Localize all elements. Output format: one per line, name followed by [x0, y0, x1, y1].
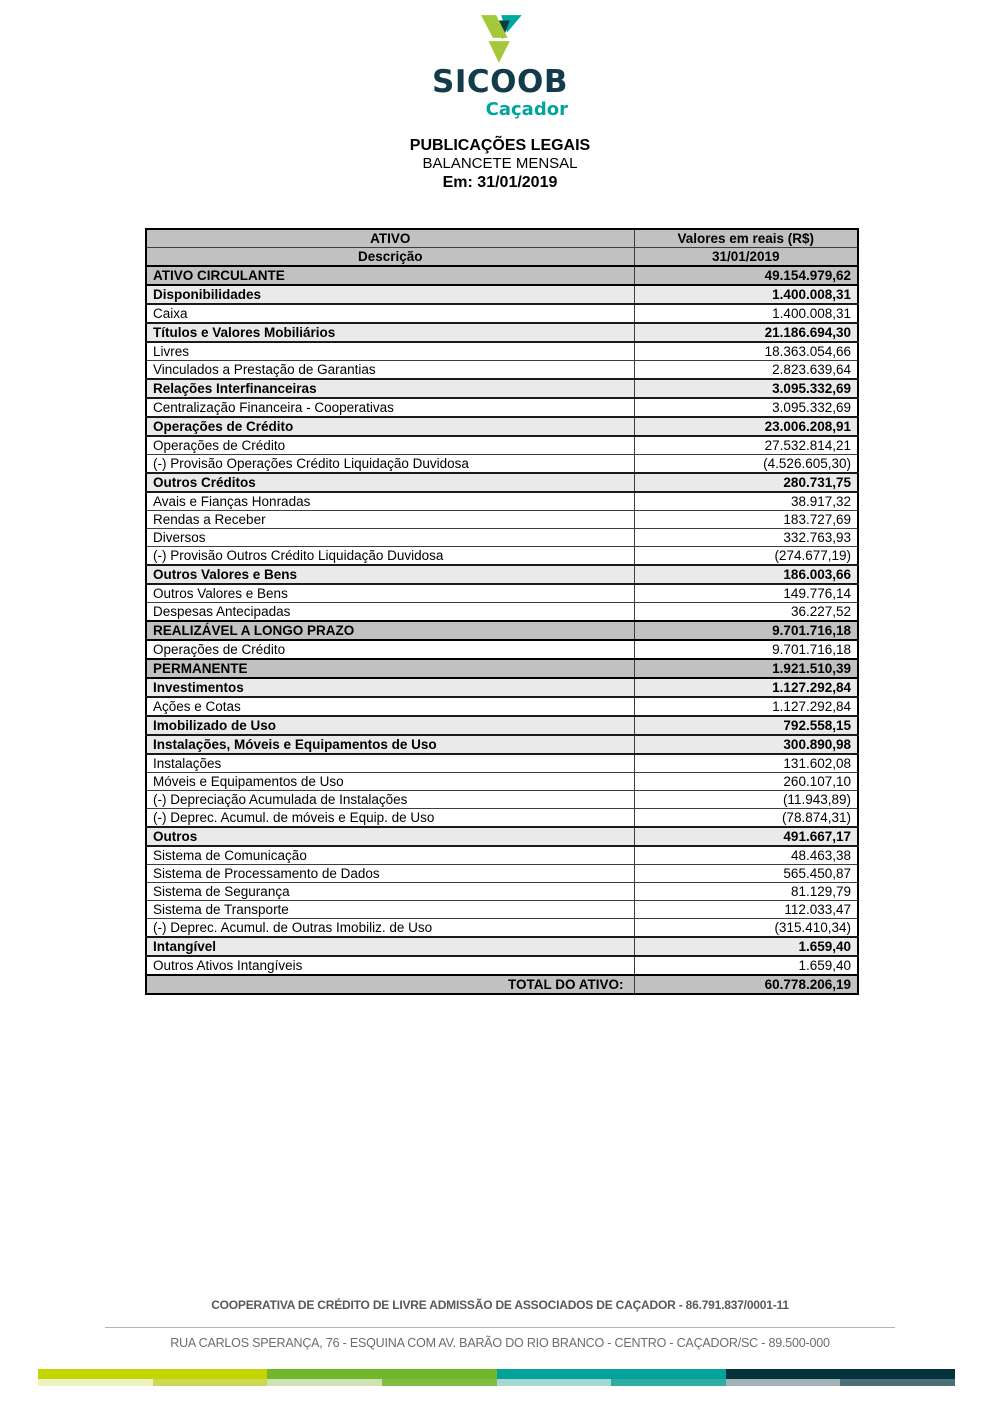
row-label: ATIVO CIRCULANTE	[146, 266, 634, 285]
row-value: 49.154.979,62	[634, 266, 858, 285]
table-row	[146, 883, 858, 901]
brand-name: SICOOB	[432, 64, 568, 100]
row-value: 3.095.332,69	[634, 398, 858, 417]
row-value: 9.701.716,18	[634, 640, 858, 659]
row-value: 149.776,14	[634, 584, 858, 603]
row-label: Outros Ativos Intangíveis	[146, 956, 634, 975]
stripe-segment	[497, 1369, 726, 1379]
table-row	[146, 773, 858, 791]
stripe-segment	[153, 1379, 268, 1386]
table-row	[146, 511, 858, 529]
row-label: Relações Interfinanceiras	[146, 379, 634, 398]
stripe-segment	[611, 1379, 726, 1386]
table-row	[146, 603, 858, 622]
stripe-top	[38, 1369, 955, 1379]
row-label: Operações de Crédito	[146, 417, 634, 436]
row-label: Operações de Crédito	[146, 436, 634, 455]
row-label: Instalações	[146, 754, 634, 773]
table-row	[146, 565, 858, 584]
row-label: Sistema de Transporte	[146, 901, 634, 919]
table-row	[146, 621, 858, 640]
row-value: 18.363.054,66	[634, 342, 858, 361]
row-value: 183.727,69	[634, 511, 858, 529]
row-value: (11.943,89)	[634, 791, 858, 809]
row-label: Diversos	[146, 529, 634, 547]
footer-coop-name: COOPERATIVA DE CRÉDITO DE LIVRE ADMISSÃO DE ASSOCIADOS DE CAÇADOR - 86.791.837/0001-11	[211, 1298, 789, 1312]
row-label: Instalações, Móveis e Equipamentos de Uso	[146, 735, 634, 754]
row-label: Títulos e Valores Mobiliários	[146, 323, 634, 342]
row-value: 48.463,38	[634, 846, 858, 865]
subheader-date: 31/01/2019	[634, 248, 858, 267]
row-value: 1.400.008,31	[634, 285, 858, 304]
balance-table-body	[146, 266, 858, 994]
row-label: (-) Deprec. Acumul. de Outras Imobiliz. de Uso	[146, 919, 634, 938]
row-value: (4.526.605,30)	[634, 455, 858, 474]
row-value: 565.450,87	[634, 865, 858, 883]
table-row	[146, 809, 858, 828]
row-label: Vinculados a Prestação de Garantias	[146, 361, 634, 380]
stripe-segment	[267, 1379, 382, 1386]
stripe-segment	[497, 1379, 612, 1386]
stripe-bottom	[38, 1379, 955, 1386]
row-value: 3.095.332,69	[634, 379, 858, 398]
row-value: (274.677,19)	[634, 547, 858, 566]
table-row	[146, 304, 858, 323]
row-label: Operações de Crédito	[146, 640, 634, 659]
table-row	[146, 901, 858, 919]
page-title: PUBLICAÇÕES LEGAIS	[409, 137, 591, 154]
table-row	[146, 285, 858, 304]
table-row	[146, 473, 858, 492]
table-row	[146, 640, 858, 659]
row-label: Intangível	[146, 937, 634, 956]
table-row	[146, 492, 858, 511]
row-value: 21.186.694,30	[634, 323, 858, 342]
row-label: Outros Créditos	[146, 473, 634, 492]
table-row	[146, 547, 858, 566]
table-row	[146, 529, 858, 547]
row-label: Disponibilidades	[146, 285, 634, 304]
row-value: (78.874,31)	[634, 809, 858, 828]
table-row	[146, 975, 858, 994]
row-value: 1.127.292,84	[634, 678, 858, 697]
table-row	[146, 754, 858, 773]
table-row	[146, 436, 858, 455]
row-label: Sistema de Segurança	[146, 883, 634, 901]
row-value: 9.701.716,18	[634, 621, 858, 640]
table-row	[146, 827, 858, 846]
row-label: Outros Valores e Bens	[146, 565, 634, 584]
table-row	[146, 956, 858, 975]
row-value: 792.558,15	[634, 716, 858, 735]
row-value: 36.227,52	[634, 603, 858, 622]
stripe-segment	[38, 1379, 153, 1386]
row-value: 23.006.208,91	[634, 417, 858, 436]
row-label: Ações e Cotas	[146, 697, 634, 716]
row-value: 38.917,32	[634, 492, 858, 511]
table-row	[146, 678, 858, 697]
row-value: 60.778.206,19	[634, 975, 858, 994]
stripe-segment	[267, 1369, 496, 1379]
row-value: 300.890,98	[634, 735, 858, 754]
row-label: Sistema de Comunicação	[146, 846, 634, 865]
row-label: Despesas Antecipadas	[146, 603, 634, 622]
table-row	[146, 791, 858, 809]
row-value: 27.532.814,21	[634, 436, 858, 455]
sicoob-logo-icon	[461, 14, 539, 64]
row-label: Centralização Financeira - Cooperativas	[146, 398, 634, 417]
header-valores: Valores em reais (R$)	[634, 229, 858, 248]
row-label: REALIZÁVEL A LONGO PRAZO	[146, 621, 634, 640]
table-row	[146, 323, 858, 342]
row-label: (-) Depreciação Acumulada de Instalações	[146, 791, 634, 809]
table-header-row	[146, 229, 858, 248]
reference-date: Em: 31/01/2019	[442, 174, 558, 191]
row-value: 332.763,93	[634, 529, 858, 547]
table-row	[146, 266, 858, 285]
table-row	[146, 417, 858, 436]
table-row	[146, 659, 858, 678]
row-value: 112.033,47	[634, 901, 858, 919]
stripe-segment	[382, 1379, 497, 1386]
row-value: 1.659,40	[634, 937, 858, 956]
row-value: 1.921.510,39	[634, 659, 858, 678]
row-value: 260.107,10	[634, 773, 858, 791]
table-row	[146, 361, 858, 380]
row-value: 186.003,66	[634, 565, 858, 584]
subheader-descricao: Descrição	[146, 248, 634, 267]
header-ativo: ATIVO	[146, 229, 634, 248]
page-subtitle: BALANCETE MENSAL	[422, 155, 578, 172]
table-subheader-row	[146, 248, 858, 267]
row-label: (-) Deprec. Acumul. de móveis e Equip. de Uso	[146, 809, 634, 828]
table-row	[146, 398, 858, 417]
stripe-segment	[726, 1369, 955, 1379]
row-value: (315.410,34)	[634, 919, 858, 938]
row-label: Caixa	[146, 304, 634, 323]
table-row	[146, 379, 858, 398]
table-row	[146, 937, 858, 956]
row-label: Outros Valores e Bens	[146, 584, 634, 603]
row-label: PERMANENTE	[146, 659, 634, 678]
table-row	[146, 716, 858, 735]
row-label: TOTAL DO ATIVO:	[146, 975, 634, 994]
row-value: 2.823.639,64	[634, 361, 858, 380]
row-label: Investimentos	[146, 678, 634, 697]
table-row	[146, 584, 858, 603]
row-label: Móveis e Equipamentos de Uso	[146, 773, 634, 791]
row-value: 131.602,08	[634, 754, 858, 773]
balance-table	[145, 228, 859, 995]
row-label: Imobilizado de Uso	[146, 716, 634, 735]
row-label: Outros	[146, 827, 634, 846]
stripe-segment	[38, 1369, 267, 1379]
footer-divider	[105, 1327, 895, 1328]
row-value: 491.667,17	[634, 827, 858, 846]
brand-unit: Caçador	[485, 99, 568, 120]
row-value: 1.400.008,31	[634, 304, 858, 323]
row-value: 1.127.292,84	[634, 697, 858, 716]
logo-block	[0, 14, 1000, 119]
row-value: 81.129,79	[634, 883, 858, 901]
row-label: (-) Provisão Operações Crédito Liquidação Duvidosa	[146, 455, 634, 474]
row-value: 1.659,40	[634, 956, 858, 975]
footer-address: RUA CARLOS SPERANÇA, 76 - ESQUINA COM AV. BARÃO DO RIO BRANCO - CENTRO - CAÇADOR/SC - 89.500-000	[170, 1336, 830, 1350]
table-row	[146, 735, 858, 754]
table-row	[146, 919, 858, 938]
stripe-segment	[726, 1379, 841, 1386]
table-row	[146, 342, 858, 361]
row-label: Sistema de Processamento de Dados	[146, 865, 634, 883]
row-label: Livres	[146, 342, 634, 361]
row-label: Rendas a Receber	[146, 511, 634, 529]
table-row	[146, 865, 858, 883]
table-row	[146, 697, 858, 716]
row-label: (-) Provisão Outros Crédito Liquidação Duvidosa	[146, 547, 634, 566]
title-block	[0, 136, 1000, 192]
stripe-segment	[840, 1379, 955, 1386]
row-value: 280.731,75	[634, 473, 858, 492]
row-label: Avais e Fianças Honradas	[146, 492, 634, 511]
table-row	[146, 455, 858, 474]
table-row	[146, 846, 858, 865]
